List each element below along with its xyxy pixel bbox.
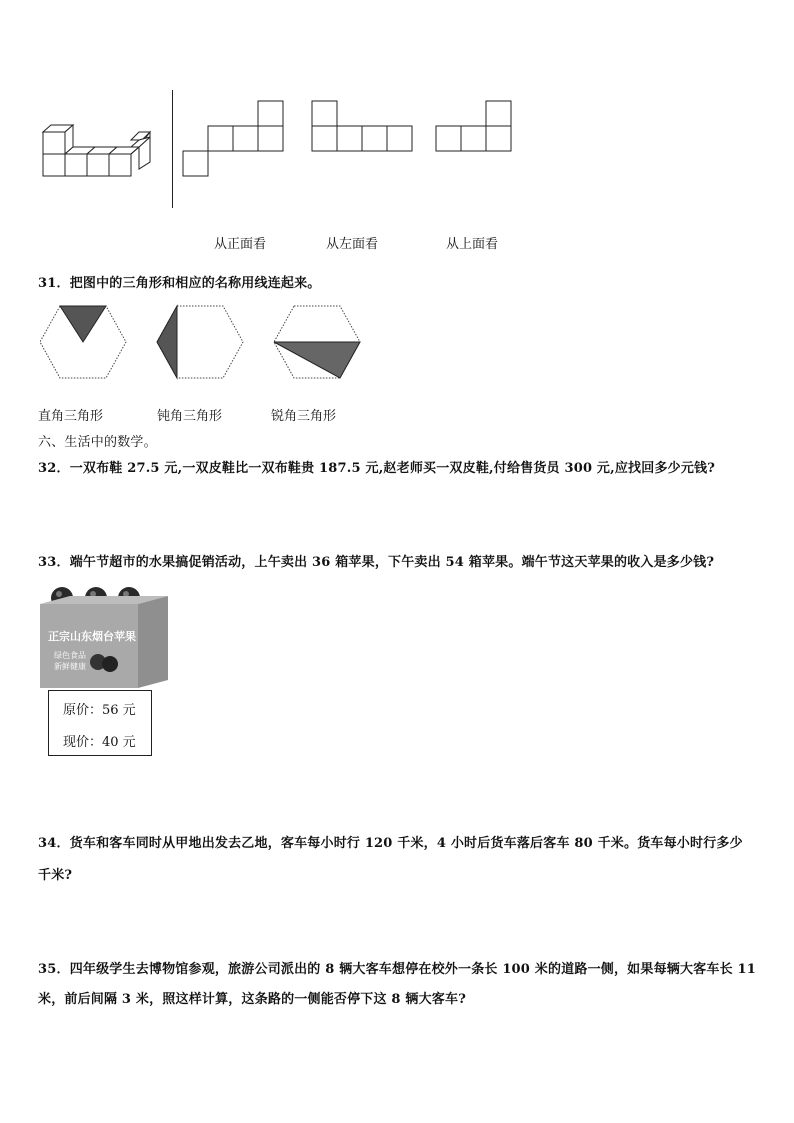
box-subtitle-2: 新鲜健康	[54, 662, 86, 671]
question-33: 33．端午节超市的水果搞促销活动，上午卖出 36 箱苹果，下午卖出 54 箱苹果。端午节这天苹果的收入是多少钱?	[38, 555, 715, 570]
front-view-label: 从正面看	[214, 237, 267, 252]
current-price: 现价：40 元	[63, 735, 136, 750]
left-view-label: 从左面看	[326, 237, 379, 252]
cube-solid-figure	[38, 122, 158, 182]
original-price: 原价：56 元	[63, 703, 136, 718]
box-subtitle-1: 绿色食品	[54, 651, 86, 660]
right-triangle-label: 直角三角形	[38, 409, 104, 424]
hexagon-acute-triangle	[272, 304, 362, 380]
top-view-label: 从上面看	[446, 237, 499, 252]
acute-triangle-label: 锐角三角形	[271, 409, 337, 424]
question-34-line-2: 千米?	[38, 868, 73, 883]
obtuse-triangle-label: 钝角三角形	[157, 409, 223, 424]
front-view-grid	[182, 100, 286, 180]
question-35-line-2: 米，前后间隔 3 米，照这样计算，这条路的一侧能否停下这 8 辆大客车?	[38, 992, 467, 1007]
question-34-line-1: 34．货车和客车同时从甲地出发去乙地，客车每小时行 120 千米，4 小时后货车落后客车 80 千米。货车每小时行多少	[38, 836, 743, 851]
divider-line	[172, 90, 173, 208]
top-view-grid	[435, 100, 515, 156]
section-6-title: 六、生活中的数学。	[38, 435, 157, 450]
question-31: 31．把图中的三角形和相应的名称用线连起来。	[38, 276, 321, 291]
price-box	[48, 690, 152, 756]
left-view-grid	[311, 100, 417, 156]
hexagon-right-triangle	[38, 304, 128, 380]
hexagon-obtuse-triangle	[155, 304, 245, 380]
box-title: 正宗山东烟台苹果	[48, 630, 136, 643]
question-32: 32．一双布鞋 27.5 元,一双皮鞋比一双布鞋贵 187.5 元,赵老师买一双皮鞋,付给售货员 300 元,应找回多少元钱?	[38, 461, 716, 476]
question-35-line-1: 35．四年级学生去博物馆参观，旅游公司派出的 8 辆大客车想停在校外一条长 100 米的道路一侧，如果每辆大客车长 11	[38, 962, 756, 977]
